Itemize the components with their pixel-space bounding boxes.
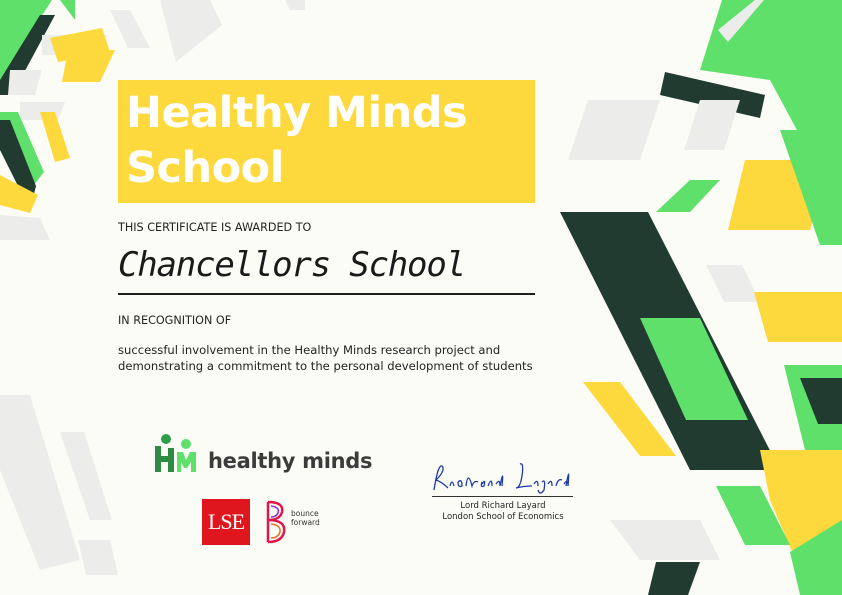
signatory-organisation: London School of Economics (442, 512, 564, 522)
bounce-forward-line-2: forward (291, 518, 320, 527)
decor-shape (684, 100, 740, 150)
title-line-2: School (126, 143, 284, 193)
lse-logo: LSE (202, 499, 250, 545)
signatory-block (420, 501, 586, 523)
description-line-2: demonstrating a commitment to the personal development of students (118, 359, 533, 373)
decor-shape (110, 10, 150, 48)
signature-line (432, 496, 573, 497)
decor-shape (648, 562, 700, 595)
decor-shape (60, 0, 75, 20)
description (118, 342, 558, 374)
decor-shape (0, 215, 50, 240)
signatory-name: Lord Richard Layard (460, 501, 546, 511)
decor-shape (160, 0, 222, 62)
recipient-name: Chancellors School (118, 243, 535, 295)
decor-shape (78, 540, 118, 575)
decor-shape (610, 520, 720, 560)
healthy-minds-logo (150, 432, 380, 476)
decor-shape (40, 112, 70, 162)
decor-shape (0, 395, 80, 570)
recognition-label: IN RECOGNITION OF (118, 314, 232, 327)
decor-shape (8, 70, 42, 95)
bounce-forward-line-1: bounce (291, 509, 319, 518)
bounce-forward-icon (262, 498, 290, 546)
decor-shape (568, 100, 660, 160)
description-line-1: successful involvement in the Healthy Minds research project and (118, 343, 501, 357)
decor-shape (706, 265, 760, 302)
healthy-minds-icon (150, 432, 206, 476)
bounce-forward-logo (262, 498, 342, 546)
decor-shape (62, 50, 115, 82)
awarded-label: THIS CERTIFICATE IS AWARDED TO (118, 221, 312, 234)
healthy-minds-wordmark: healthy minds (208, 449, 373, 473)
decor-shape (640, 180, 720, 212)
decor-shape (60, 432, 112, 520)
decor-shape (754, 292, 842, 342)
title-banner (118, 80, 535, 203)
bounce-forward-wordmark (291, 509, 320, 527)
title-line-1: Healthy Minds (126, 88, 468, 138)
signature (428, 456, 578, 496)
decor-shape (285, 0, 305, 10)
